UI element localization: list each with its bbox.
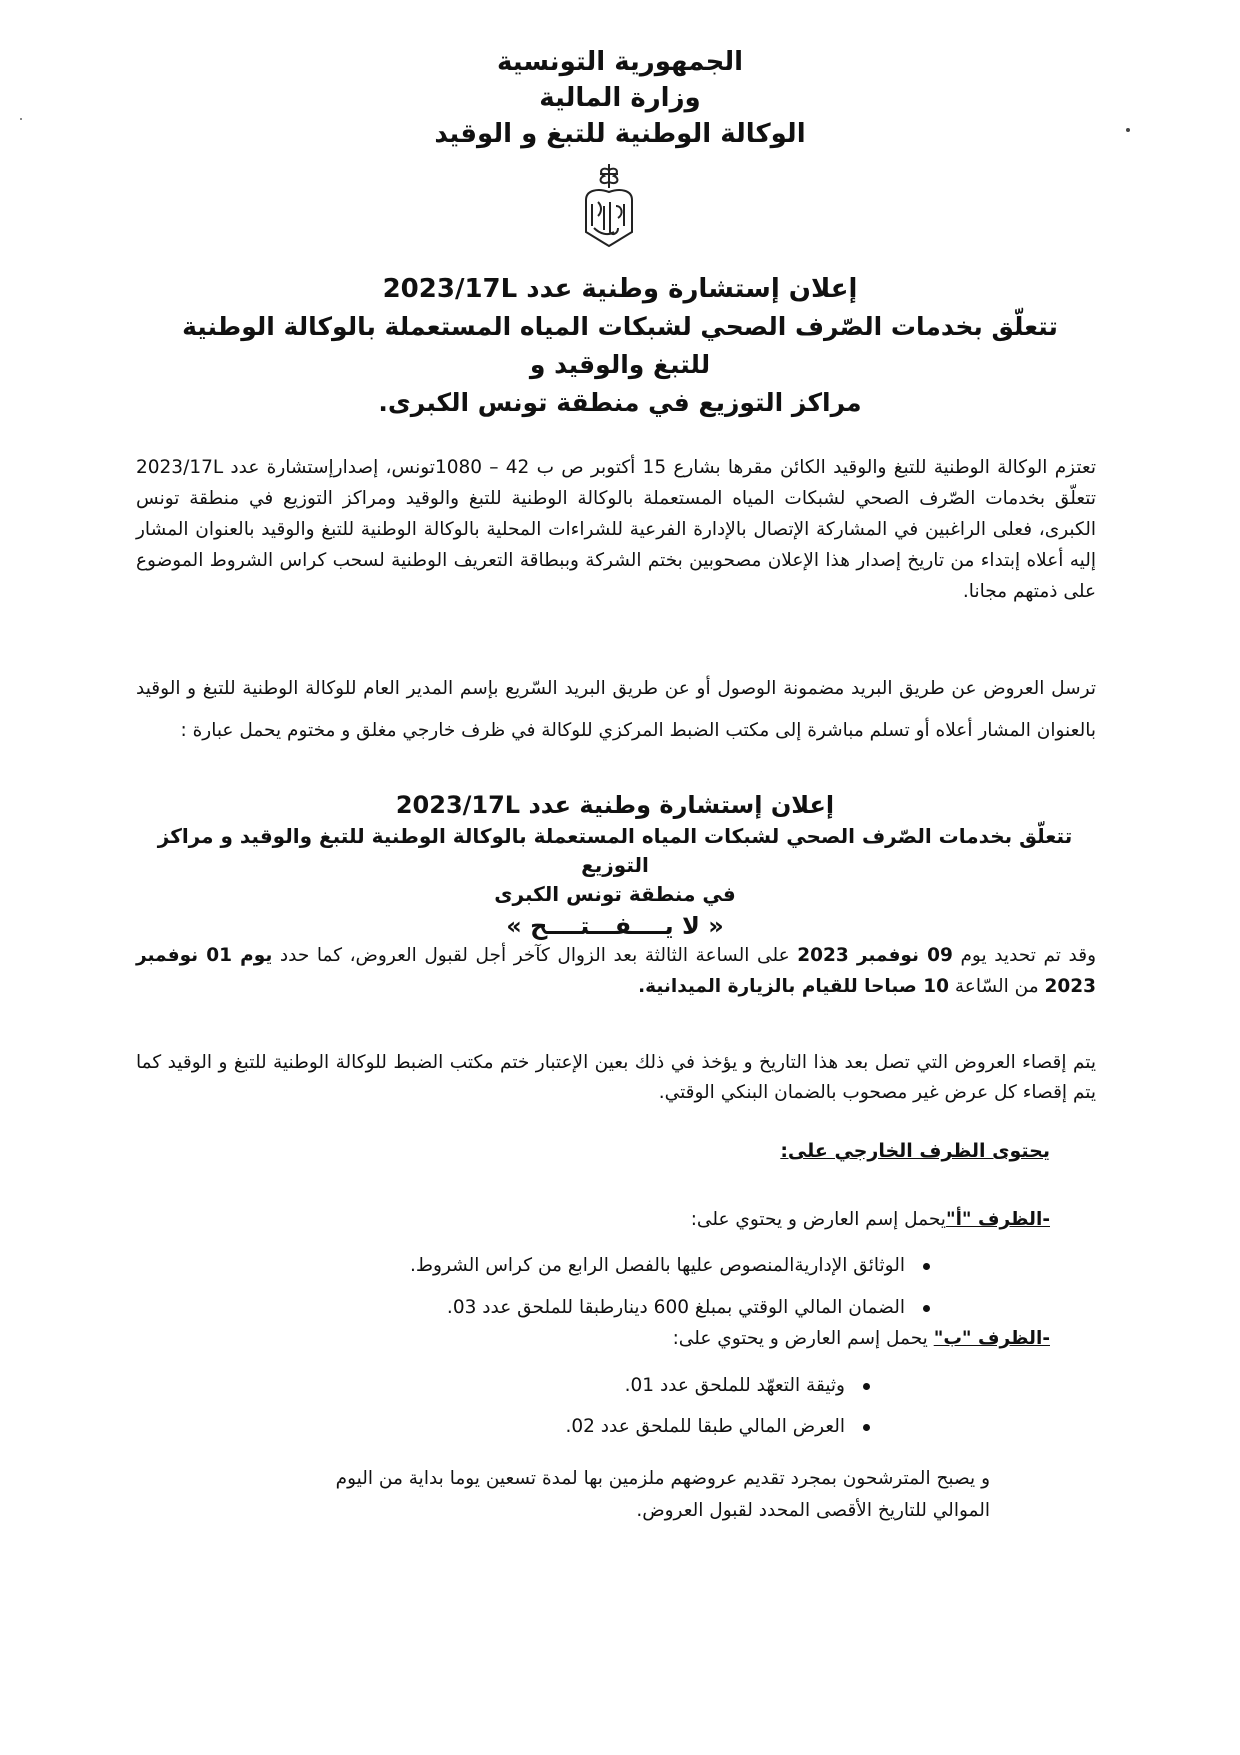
consultation-number: إعلان إستشارة وطنية عدد 2023/17L [382, 274, 858, 304]
validity-line: و يصبح المترشحون بمجرد تقديم عروضهم ملزمين بها لمدة تسعين يوما بداية من اليوم [335, 1468, 990, 1489]
do-not-open-label: « لا يــــفـــتــــح » [506, 912, 724, 940]
bullet-icon [863, 1424, 870, 1431]
envelope-a-desc: يحمل إسم العارض و يحتوي على: [690, 1209, 946, 1230]
inscription-number: إعلان إستشارة وطنية عدد 2023/17L [395, 791, 835, 819]
list-item-text: الوثائق الإداريةالمنصوص عليها بالفصل الرابع من كراس الشروط. [410, 1255, 905, 1276]
bullet-icon [923, 1263, 930, 1270]
intro-paragraph: تعتزم الوكالة الوطنية للتبغ والوقيد الكائن مقرها بشارع 15 أكتوبر ص ب 42 – 1080تونس، إصدارإستشارة عدد 2023/17L تتعلّق بخدمات الصّرف الصحي لشبكات المياه المستعملة بالوكالة الوطنية للتبغ والوقيد ومراكز التوزيع في منطقة تونس الكبرى، فعلى الراغبين في المشاركة الإتصال بالإدارة الفرعية للشراءات المحلية بالوكالة الوطنية للتبغ والوقيد بالعنوان المشار إليه أعلاه إبتداء من تاريخ إصدار هذا الإعلان مصحوبين بختم الشركة وببطاقة التعريف الوطنية لسحب كراس الشروط الموضوع على ذمتهم مجانا. [136, 457, 1097, 602]
visit-hour: 10 [923, 976, 949, 997]
bullet-icon [923, 1305, 930, 1312]
validity-line: الموالي للتاريخ الأقصى المحدد لقبول العروض. [636, 1500, 990, 1521]
envelope-b-line [673, 1324, 1050, 1354]
title-subject-cont: مراكز التوزيع في منطقة تونس الكبرى. [378, 388, 862, 417]
deadline-date: 09 نوفمبر 2023 [797, 945, 953, 966]
agency-name: الوكالة الوطنية للتبغ و الوقيد [434, 119, 806, 149]
validity-paragraph [190, 1463, 990, 1527]
inscription-region: في منطقة تونس الكبرى [494, 882, 736, 906]
visit-text: صباحا للقيام بالزيارة الميدانية. [638, 976, 924, 997]
deadline-text: وقد تم تحديد يوم [952, 945, 1097, 966]
envelope-a-line [691, 1205, 1050, 1235]
list-item [625, 1371, 870, 1401]
announcement-title [150, 270, 1090, 422]
exclusion-paragraph: يتم إقصاء العروض التي تصل بعد هذا التاريخ و يؤخذ في ذلك بعين الإعتبار ختم مكتب الضبط للوكالة الوطنية للتبغ و الوقيد كما يتم إقصاء كل عرض غير مصحوب بالضمان البنكي الوقتي. [136, 1052, 1096, 1103]
letterhead [390, 44, 850, 152]
envelope-b-label: -الظرف "ب" [933, 1328, 1050, 1349]
list-item [565, 1412, 870, 1442]
deadline-text: من السّاعة [948, 976, 1045, 997]
country-name: الجمهورية التونسية [496, 47, 744, 77]
ministry-name: وزارة المالية [539, 83, 701, 113]
list-item [447, 1293, 930, 1323]
scan-speck [1126, 128, 1130, 132]
tobacco-agency-logo-icon [578, 162, 640, 248]
list-item-text: العرض المالي طبقا للملحق عدد 02. [565, 1416, 845, 1437]
bullet-icon [863, 1383, 870, 1390]
envelope-a-label: -الظرف "أ" [945, 1209, 1050, 1230]
envelope-contents-heading: يحتوى الظرف الخارجي على: [780, 1140, 1050, 1162]
list-item-text: وثيقة التعهّد للملحق عدد 01. [624, 1375, 845, 1396]
scan-speck [20, 118, 22, 120]
envelope-inscription [130, 788, 1100, 943]
envelope-b-desc: يحمل إسم العارض و يحتوي على: [672, 1328, 934, 1349]
visit-date: يوم 01 نوفمبر 2023 [136, 945, 1096, 997]
title-subject: تتعلّق بخدمات الصّرف الصحي لشبكات المياه المستعملة بالوكالة الوطنية للتبغ والوقيد و [182, 312, 1058, 379]
inscription-subject: تتعلّق بخدمات الصّرف الصحي لشبكات المياه المستعملة بالوكالة الوطنية للتبغ والوقيد و مراكز التوزيع [157, 824, 1073, 877]
submission-paragraph: ترسل العروض عن طريق البريد مضمونة الوصول أو عن طريق البريد السّريع بإسم المدير العام للوكالة الوطنية للتبغ و الوقيد بالعنوان المشار أعلاه أو تسلم مباشرة إلى مكتب الضبط المركزي للوكالة في ظرف خارجي مغلق و مختوم يحمل عبارة : [136, 678, 1096, 741]
deadline-text: على الساعة الثالثة بعد الزوال كآخر أجل لقبول العروض، كما حدد [272, 945, 798, 966]
list-item-text: الضمان المالي الوقتي بمبلغ 600 دينارطبقا للملحق عدد 03. [446, 1297, 905, 1318]
list-item [410, 1251, 930, 1281]
deadline-paragraph [136, 940, 1096, 1002]
